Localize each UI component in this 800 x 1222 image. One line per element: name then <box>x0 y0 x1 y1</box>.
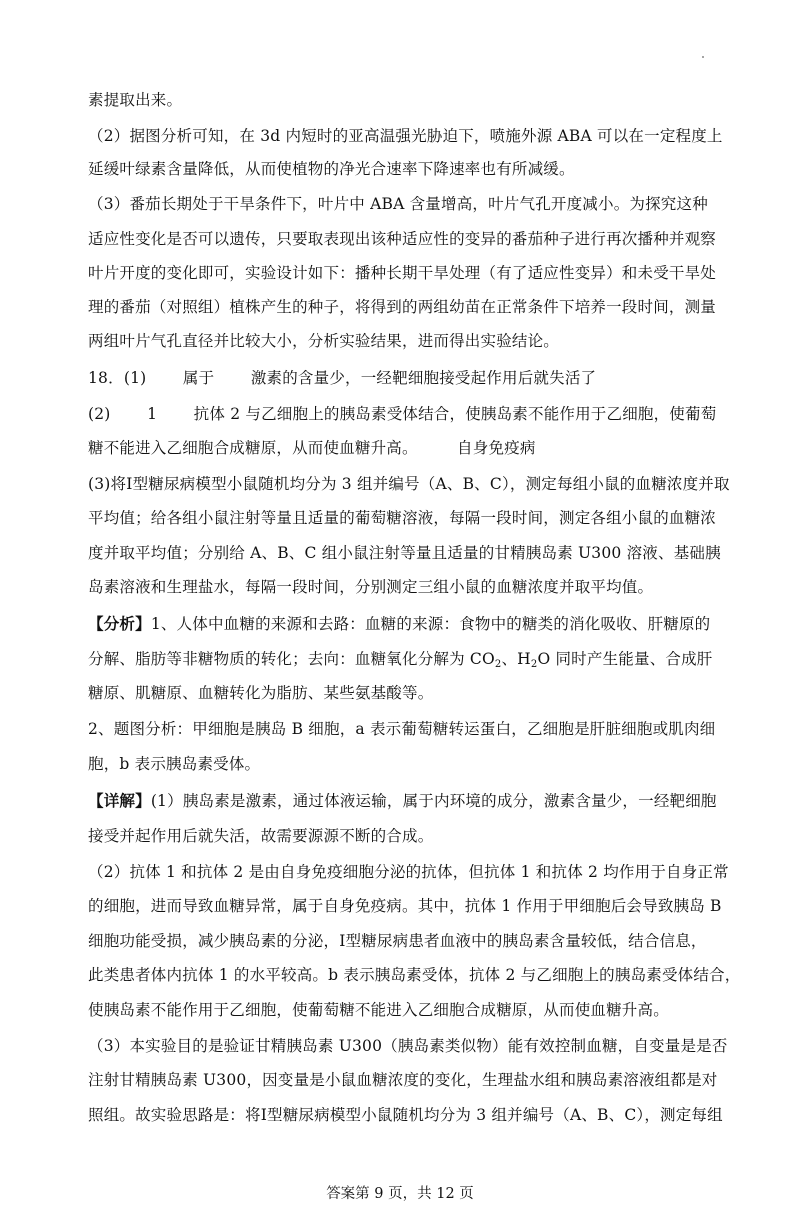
line-text: 适应性变化是否可以遗传，只要取表现出该种适应性的变异的番茄种子进行再次播种并观察 <box>88 230 717 248</box>
section-label: 【详解】 <box>88 791 151 810</box>
text-line <box>88 577 653 597</box>
speck-mark <box>702 56 704 58</box>
text-line <box>88 826 433 846</box>
text-line <box>88 965 740 985</box>
page-footer: 答案第 9 页，共 12 页 <box>326 1186 474 1202</box>
line-text: 岛素溶液和生理盐水，每隔一段时间，分别测定三组小鼠的血糖浓度并取平均值。 <box>88 578 654 596</box>
line-text: (2) 1 抗体 2 与乙细胞上的胰岛素受体结合，使胰岛素不能作用于乙细胞，使葡萄 <box>88 405 717 423</box>
text-line <box>88 719 715 739</box>
line-text: 注射甘精胰岛素 U300，因变量是小鼠血糖浓度的变化，生理盐水组和胰岛素溶液组都是对 <box>88 1071 718 1089</box>
text-line <box>88 896 722 916</box>
line-text: 的细胞，进而导致血糖异常，属于自身免疫病。其中，抗体 1 作用于甲细胞后会导致胰岛 B <box>88 897 722 915</box>
text-line <box>88 404 716 424</box>
text-line <box>88 649 713 675</box>
line-text: 素提取出来。 <box>88 91 183 109</box>
text-line <box>88 1036 728 1056</box>
text-line <box>88 474 730 494</box>
text-line <box>88 126 723 146</box>
line-text: （2）抗体 1 和抗体 2 是由自身免疫细胞分泌的抗体，但抗体 1 和抗体 2 均作用于自身正常 <box>88 863 729 881</box>
text-line <box>88 229 716 249</box>
section-label: 【分析】 <box>88 614 151 633</box>
line-text: 18．(1) 属于 激素的含量少，一经靶细胞接受起作用后就失活了 <box>88 369 597 387</box>
line-text: 延缓叶绿素含量降低，从而使植物的净光合速率下降速率也有所减缓。 <box>88 160 575 178</box>
line-text: （2）据图分析可知，在 3d 内短时的亚高温强光胁迫下，喷施外源 ABA 可以在一定程度上 <box>88 127 723 145</box>
text-line <box>88 862 729 882</box>
line-text: 2、题图分析：甲细胞是胰岛 B 细胞，a 表示葡萄糖转运蛋白，乙细胞是肝脏细胞或肌肉细 <box>88 720 716 738</box>
line-text: 细胞功能受损，减少胰岛素的分泌，Ⅰ型糖尿病患者血液中的胰岛素含量较低，结合信息， <box>88 932 707 950</box>
text-line <box>88 368 596 388</box>
line-text: （3）番茄长期处于干旱条件下，叶片中 ABA 含量增高，叶片气孔开度减小。为探究这种 <box>88 195 708 213</box>
line-text: 接受并起作用后就失活，故需要源源不断的合成。 <box>88 827 434 845</box>
text-line <box>88 90 182 110</box>
line-text: 1、人体中血糖的来源和去路：血糖的来源：食物中的糖类的消化吸收、肝糖原的 <box>150 615 711 633</box>
text-line <box>88 683 433 703</box>
text-line <box>88 1000 669 1020</box>
line-text: 分解、脂肪等非糖物质的转化；去向：血糖氧化分解为 $CO_2$、$H_2O$ 同时产生能量、合成肝 <box>88 650 713 670</box>
line-text: 胞，b 表示胰岛素受体。 <box>88 755 261 773</box>
line-text: 使胰岛素不能作用于乙细胞，使葡萄糖不能进入乙细胞合成糖原，从而使血糖升高。 <box>88 1001 669 1019</box>
text-line <box>88 791 717 811</box>
line-text: 理的番茄（对照组）植株产生的种子，将得到的两组幼苗在正常条件下培养一段时间，测量 <box>88 298 717 316</box>
text-line <box>88 1070 717 1090</box>
text-line <box>88 614 710 634</box>
text-line <box>88 931 707 951</box>
line-text: (3)将Ⅰ型糖尿病模型小鼠随机均分为 3 组并编号（A、B、C），测定每组小鼠的血糖浓度并取 <box>88 475 730 493</box>
text-line <box>88 331 559 351</box>
line-text: 两组叶片气孔直径并比较大小，分析实验结果，进而得出实验结论。 <box>88 332 560 350</box>
line-text: (1）胰岛素是激素，通过体液运输，属于内环境的成分，激素含量少，一经靶细胞 <box>150 792 717 810</box>
text-line <box>88 438 536 458</box>
text-line <box>88 754 260 774</box>
line-text: 此类患者体内抗体 1 的水平较高。b 表示胰岛素受体，抗体 2 与乙细胞上的胰岛素受体结合， <box>88 966 741 984</box>
line-text: 糖原、肌糖原、血糖转化为脂肪、某些氨基酸等。 <box>88 684 434 702</box>
line-text: 照组。故实验思路是：将Ⅰ型糖尿病模型小鼠随机均分为 3 组并编号（A、B、C），测定每组 <box>88 1106 723 1124</box>
text-line <box>88 508 716 528</box>
text-line <box>88 263 716 283</box>
line-text: 叶片开度的变化即可，实验设计如下：播种长期干旱处理（有了适应性变异）和未受干旱处 <box>88 264 717 282</box>
text-line <box>88 159 575 179</box>
line-text: 糖不能进入乙细胞合成糖原，从而使血糖升高。 自身免疫病 <box>88 439 536 457</box>
text-line <box>88 543 721 563</box>
text-line <box>88 1105 723 1125</box>
line-text: 度并取平均值；分别给 A、B、C 组小鼠注射等量且适量的甘精胰岛素 U300 溶液、基础胰 <box>88 544 721 562</box>
text-line <box>88 297 716 317</box>
line-text: 平均值；给各组小鼠注射等量且适量的葡萄糖溶液，每隔一段时间，测定各组小鼠的血糖浓 <box>88 509 717 527</box>
text-line <box>88 194 708 214</box>
line-text: （3）本实验目的是验证甘精胰岛素 U300（胰岛素类似物）能有效控制血糖，自变量是是否 <box>88 1037 728 1055</box>
